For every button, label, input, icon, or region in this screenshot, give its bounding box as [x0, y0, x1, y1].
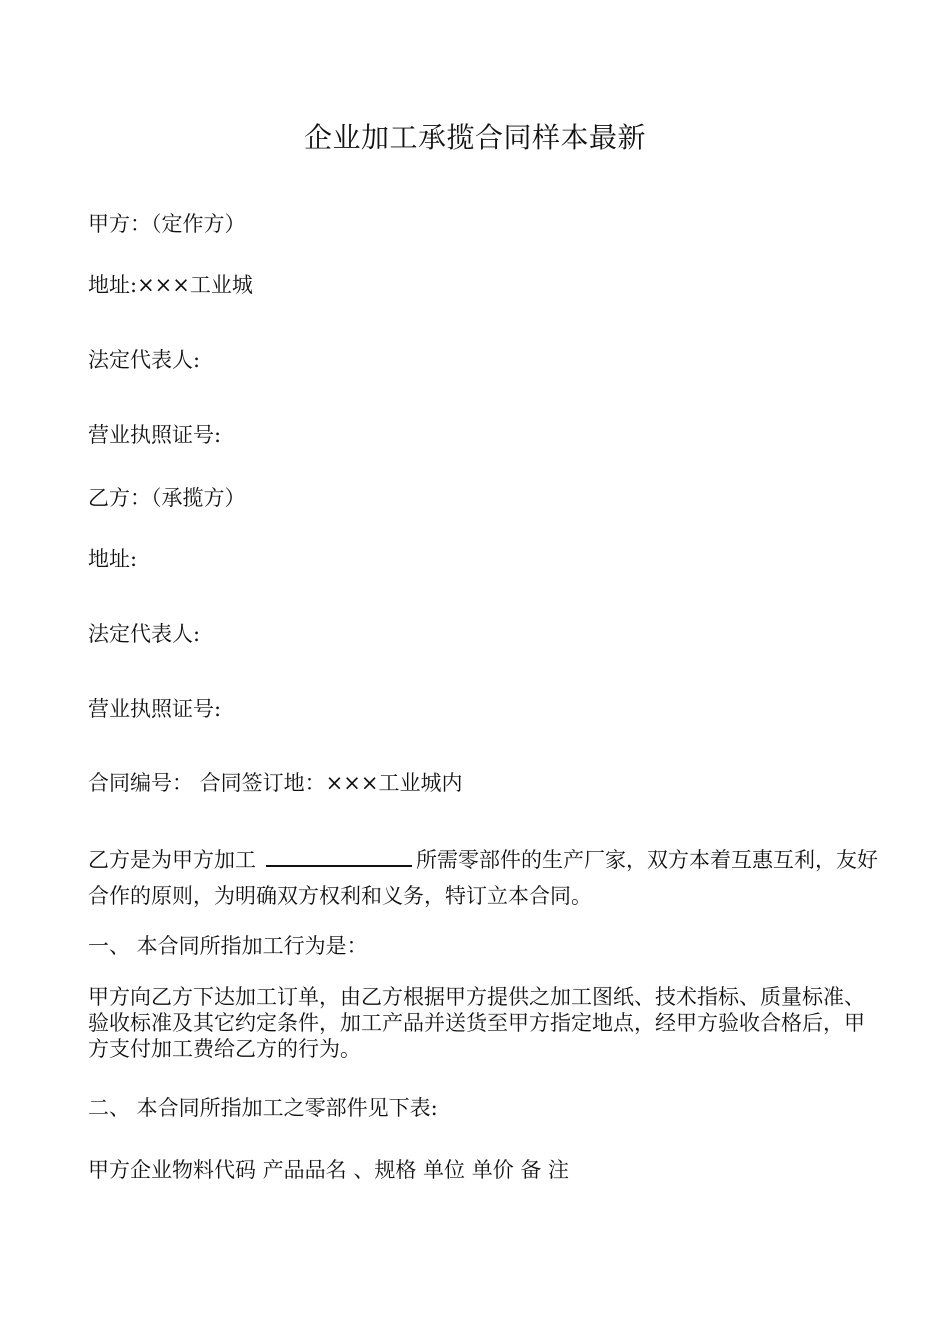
table-header-row: 甲方企业物料代码 产品品名 、规格 单位 单价 备 注 [88, 1158, 570, 1182]
section-1-body: 甲方向乙方下达加工订单，由乙方根据甲方提供之加工图纸、技术指标、质量标准、验收标准及其它约定条件，加工产品并送货至甲方指定地点，经甲方验收合格后，甲方支付加工费给乙方的行为。 [88, 985, 865, 1061]
party-b-license: 营业执照证号: [88, 697, 222, 721]
party-b-address: 地址: [88, 547, 138, 571]
party-a-address: 地址:×××工业城 [88, 273, 253, 297]
intro-paragraph [88, 842, 878, 914]
party-a-representative: 法定代表人: [88, 348, 201, 372]
section-2-heading: 二、 本合同所指加工之零部件见下表: [88, 1096, 438, 1120]
contract-info: 合同编号： 合同签订地：×××工业城内 [88, 771, 463, 795]
document-title: 企业加工承揽合同样本最新 [303, 121, 646, 154]
intro-text-part1: 乙方是为甲方加工 [88, 848, 256, 872]
party-b-representative: 法定代表人: [88, 622, 201, 646]
section-1-heading: 一、 本合同所指加工行为是： [88, 934, 368, 958]
fill-in-blank [266, 845, 412, 867]
party-a-line: 甲方：（定作方） [88, 212, 246, 236]
party-b-line: 乙方：（承揽方） [88, 486, 246, 510]
party-a-license: 营业执照证号: [88, 423, 222, 447]
intro-text-part2: 所需零部件的生产厂家，双方本着互惠互利，友好合作的原则，为明确双方权利和义务，特订立本合同。 [88, 848, 878, 908]
